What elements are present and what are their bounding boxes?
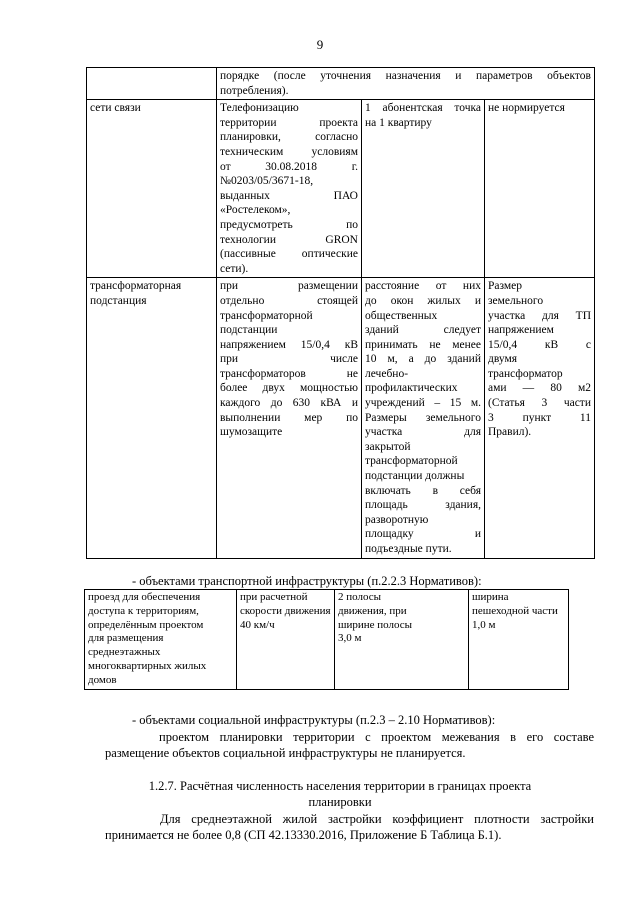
- table-cell: [217, 278, 362, 558]
- cell-text: для размещения: [88, 632, 164, 645]
- table-cell: [485, 100, 595, 278]
- transport-table: [84, 589, 569, 690]
- cell-text: принимать не менее: [365, 338, 481, 351]
- cell-text: среднеэтажных: [88, 646, 161, 659]
- cell-text: на 1 квартиру: [365, 116, 432, 129]
- cell-text: пешеходной части: [472, 604, 558, 617]
- cell-text: подъездные пути.: [365, 543, 452, 555]
- density-paragraph: Для среднеэтажной жилой застройки коэффициент плотности застройки принимается не более 0,8 (СП 42.13330.2016, Приложение Б Таблица Б.1).: [105, 812, 594, 842]
- cell-text: профилактических: [365, 382, 458, 395]
- table-cell: [85, 590, 237, 690]
- cell-text: Размеры земельного: [365, 411, 481, 424]
- table-cell: [217, 100, 362, 278]
- cell-text: техническим условиям: [220, 145, 358, 158]
- cell-text: трансформаторной: [220, 309, 313, 322]
- cell-text: выполнении мер по: [220, 411, 358, 424]
- cell-text: 10 м, а до зданий: [365, 353, 481, 366]
- table-cell: [87, 100, 217, 278]
- cell-text: учреждений – 15 м.: [365, 397, 481, 410]
- cell-text: двумя: [488, 353, 518, 366]
- cell-text: территории проекта: [220, 116, 358, 129]
- table-row: [87, 68, 595, 100]
- cell-text: закрытой: [365, 440, 411, 453]
- cell-text: сети связи: [90, 102, 141, 115]
- cell-text: напряжением: [488, 324, 554, 337]
- cell-text: площадку и: [365, 528, 481, 541]
- cell-text: более двух мощностью: [220, 382, 358, 395]
- cell-text: движения, при: [338, 604, 407, 617]
- cell-text: предусмотреть по: [220, 218, 358, 231]
- cell-text: 15/0,4 кВ с: [488, 338, 591, 351]
- cell-text: Размер: [488, 280, 523, 293]
- cell-text: площадь здания,: [365, 499, 481, 512]
- cell-text: лечебно-: [365, 367, 409, 380]
- section-title-line1: 1.2.7. Расчётная численность населения территории в границах проекта: [148, 779, 532, 793]
- cell-text: многоквартирных жилых: [88, 659, 207, 672]
- cell-text: от 30.08.2018 г.: [220, 160, 358, 173]
- cell-text: ширине полосы: [338, 618, 413, 631]
- cell-text: 1 абонентская точка: [365, 102, 481, 115]
- cell-text: подстанции должны: [365, 470, 465, 483]
- cell-text: общественных: [365, 309, 438, 322]
- cell-text: выданных ПАО: [220, 189, 358, 202]
- cell-text: напряжением 15/0,4 кВ: [220, 338, 358, 351]
- cell-text: до окон жилых и: [365, 294, 481, 307]
- engineering-table: [86, 67, 595, 559]
- cell-text: включать в себя: [365, 484, 481, 497]
- cell-text: (пассивные оптические: [220, 248, 358, 261]
- table-cell: [335, 590, 469, 690]
- cell-text: трансформаторной: [365, 455, 458, 468]
- cell-text: потребления).: [220, 84, 289, 97]
- table-row: [85, 590, 569, 690]
- cell-text: «Ростелеком»,: [220, 204, 291, 217]
- cell-text: проезд для обеспечения: [88, 591, 201, 603]
- page-number: 9: [316, 37, 324, 52]
- cell-text: трансформаторов не: [220, 367, 358, 380]
- cell-text: подстанция: [90, 294, 147, 307]
- cell-text: зданий следует: [365, 324, 481, 337]
- cell-text: скорости движения: [240, 604, 331, 617]
- cell-text: 3,0 м: [338, 632, 362, 645]
- cell-text: участка для: [365, 426, 481, 439]
- transport-heading: - объектами транспортной инфраструктуры (п.2.2.3 Нормативов):: [132, 574, 482, 588]
- table-row: [87, 100, 595, 278]
- cell-text: Правил).: [488, 426, 532, 439]
- cell-text: домов: [88, 673, 117, 686]
- table-cell: [485, 278, 595, 558]
- cell-text: при размещении: [220, 280, 358, 293]
- table-cell: [87, 278, 217, 558]
- cell-text: каждого до 630 кВА и: [220, 397, 358, 410]
- section-title-line2: планировки: [308, 795, 372, 809]
- cell-text: 3 пункт 11: [488, 411, 591, 424]
- cell-text: (Статья 3 части: [488, 397, 591, 410]
- cell-text: 40 км/ч: [240, 618, 275, 631]
- cell-text: шумозащите: [220, 426, 283, 439]
- cell-text: при расчетной: [240, 591, 308, 603]
- cell-text: 1,0 м: [472, 618, 496, 631]
- table-cell: [362, 100, 485, 278]
- cell-text: Телефонизацию: [220, 102, 299, 115]
- cell-text: не нормируется: [488, 102, 565, 115]
- cell-text: технологии GRON: [220, 233, 358, 246]
- cell-text: доступа к территориям,: [88, 604, 199, 617]
- cell-text: подстанции: [220, 324, 278, 337]
- table-cell: [469, 590, 569, 690]
- cell-text: определённым проектом: [88, 618, 204, 631]
- cell-text: участка для ТП: [488, 309, 591, 322]
- cell-text: 2 полосы: [338, 591, 382, 603]
- cell-text: порядке (после уточнения назначения и параметров объектов: [220, 70, 591, 82]
- cell-text: земельного: [488, 294, 544, 307]
- cell-text: планировки, согласно: [220, 131, 358, 144]
- cell-text: отдельно стоящей: [220, 294, 358, 307]
- table-cell: [237, 590, 335, 690]
- cell-text: расстояние от них: [365, 280, 481, 293]
- social-heading: - объектами социальной инфраструктуры (п.2.3 – 2.10 Нормативов):: [132, 713, 496, 727]
- cell-text: ширина: [472, 591, 509, 603]
- table-cell: [217, 68, 595, 100]
- cell-text: №0203/05/3671-18,: [220, 175, 314, 188]
- table-row: [87, 278, 595, 558]
- cell-text: сети).: [220, 262, 249, 275]
- cell-text: трансформатор: [488, 367, 563, 380]
- cell-text: разворотную: [365, 513, 429, 526]
- table-cell: [362, 278, 485, 558]
- cell-text: ами — 80 м2: [488, 382, 591, 395]
- cell-text: при числе: [220, 353, 358, 366]
- cell-text: трансформаторная: [90, 280, 182, 293]
- social-paragraph: проектом планировки территории с проектом межевания в его составе размещение объектов социальной инфраструктуры не планируется.: [105, 730, 594, 760]
- table-cell: [87, 68, 217, 100]
